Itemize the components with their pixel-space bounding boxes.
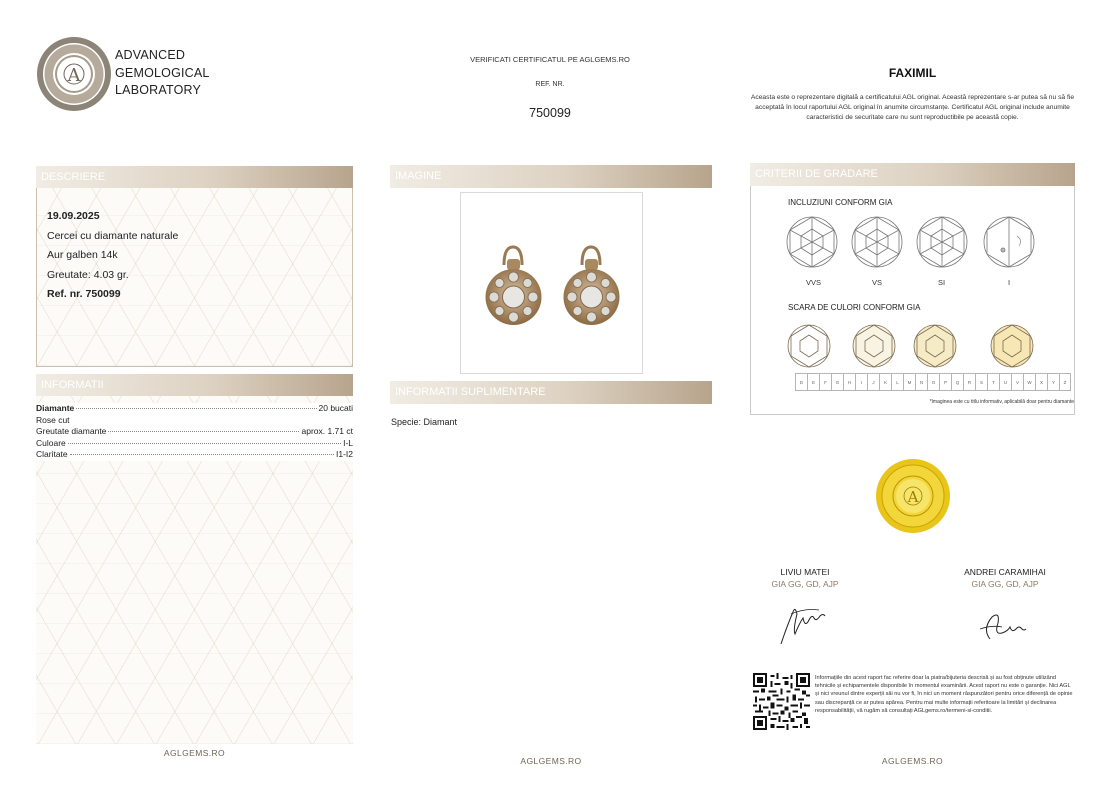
scale-cell: G (831, 373, 843, 391)
signature-2 (978, 605, 1030, 645)
scale-cell: K (879, 373, 891, 391)
info-row: Claritate I1-I2 (36, 449, 353, 459)
scale-cell: P (939, 373, 951, 391)
scale-cell: S (975, 373, 987, 391)
descriere-header: DESCRIERE (36, 166, 353, 189)
clarity-label-vs: VS (872, 278, 883, 287)
signatory-1-credentials: GIA GG, GD, AJP (771, 579, 839, 589)
informatii-table (36, 403, 353, 461)
scale-cell: N (915, 373, 927, 391)
signatory-1-name: LIVIU MATEI (780, 567, 830, 577)
info-row: Culoare I-L (36, 437, 353, 448)
item-description: Cercei cu diamante naturale (47, 229, 179, 242)
faximil-notice: Aceasta este o reprezentare digitală a certificatului AGL original. Această reprezentare s-ar putea să nu să fie acceptată în locul raportului AGL original în anumite circumstanțe. Certificatul AGL original include anumite caracteristici de securitate care nu sunt reproductibile pe această copie. (750, 94, 1075, 121)
scale-cell: H (843, 373, 855, 391)
footer-middle: AGLGEMS.RO (520, 756, 582, 766)
scale-cell: X (1035, 373, 1047, 391)
scale-cell: T (987, 373, 999, 391)
reference-number: Ref. nr. 750099 (47, 288, 121, 300)
scale-cell: Y (1047, 373, 1059, 391)
informatii-header: INFORMATII (36, 374, 353, 397)
imagine-header: IMAGINE (390, 165, 712, 188)
weight: Greutate: 4.03 gr. (47, 268, 129, 281)
clarity-label-i: I (1008, 278, 1011, 287)
scale-cell: J (867, 373, 879, 391)
disclaimer-text: Informațiile din acest raport fac referire doar la piatra/bijuteria descrisă și au fost obținute utilizând tehnicile și echipamentele disponibile în momentul examinării. Acest raport nu este o garanție. Nici AGL și nici vreunul dintre experții săi nu vor fi, în nici un moment răspunzători pentru orice diferență de opinie sau discrepanță ce ar putea apărea. Pentru mai multe informații referitoare la limitări și declinarea responsabilității, vă rugăm să consultați AGLgems.ro/termeni-si-conditii. (815, 675, 1073, 714)
metal: Aur galben 14k (47, 249, 118, 261)
info-row: Greutate diamante aprox. 1.71 ct (36, 426, 353, 436)
agl-seal-logo (36, 36, 112, 112)
scale-cell: M (903, 373, 915, 391)
qr-code[interactable] (753, 673, 810, 730)
svg-text:A: A (67, 65, 81, 86)
scale-cell: W (1023, 373, 1035, 391)
ref-label: REF. NR. (535, 81, 565, 88)
clarity-label-vvs: VVS (806, 278, 822, 287)
signature-1 (775, 600, 835, 648)
product-image (460, 192, 643, 374)
faximil-title: FAXIMIL (888, 66, 937, 80)
footer-left: AGLGEMS.RO (163, 748, 226, 758)
scale-cell: L (891, 373, 903, 391)
footer-right: AGLGEMS.RO (881, 756, 944, 766)
scale-cell: F (819, 373, 831, 391)
criterii-header: CRITERII DE GRADARE (750, 163, 1075, 186)
ref-number: 750099 (529, 106, 571, 120)
lab-name: ADVANCED GEMOLOGICAL LABORATORY (115, 48, 210, 97)
signatory-2-credentials: GIA GG, GD, AJP (971, 579, 1039, 589)
color-diamonds (785, 322, 1045, 370)
color-scale (795, 373, 1071, 391)
suplimentare-header: INFORMATII SUPLIMENTARE (390, 381, 712, 404)
scale-cell: E (807, 373, 819, 391)
earrings-image (461, 193, 644, 375)
scale-cell: Q (951, 373, 963, 391)
scale-cell: I (855, 373, 867, 391)
clarity-diamonds (785, 215, 1045, 271)
info-row: Diamante 20 bucati (36, 403, 353, 413)
scale-cell: V (1011, 373, 1023, 391)
scale-cell: R (963, 373, 975, 391)
scale-cell: Z (1059, 373, 1071, 391)
clarity-label-si: SI (938, 278, 946, 287)
scale-cell: D (795, 373, 807, 391)
scale-cell: O (927, 373, 939, 391)
incluziuni-title: INCLUZIUNI CONFORM GIA (788, 198, 893, 207)
descriere-text (47, 207, 178, 305)
gold-seal-icon (875, 458, 951, 534)
specie-text: Specie: Diamant (391, 417, 458, 427)
criterii-note: *Imaginea este cu titlu informativ, aplicabilă doar pentru diamante (929, 399, 1074, 405)
scale-cell: U (999, 373, 1011, 391)
culori-title: SCARA DE CULORI CONFORM GIA (788, 303, 921, 312)
report-date: 19.09.2025 (47, 210, 100, 222)
svg-text:A: A (907, 488, 919, 506)
verify-text: VERIFICATI CERTIFICATUL PE AGLGEMS.RO (470, 55, 630, 64)
info-row: Rose cut (36, 414, 70, 425)
signatory-2-name: ANDREI CARAMIHAI (964, 567, 1046, 577)
